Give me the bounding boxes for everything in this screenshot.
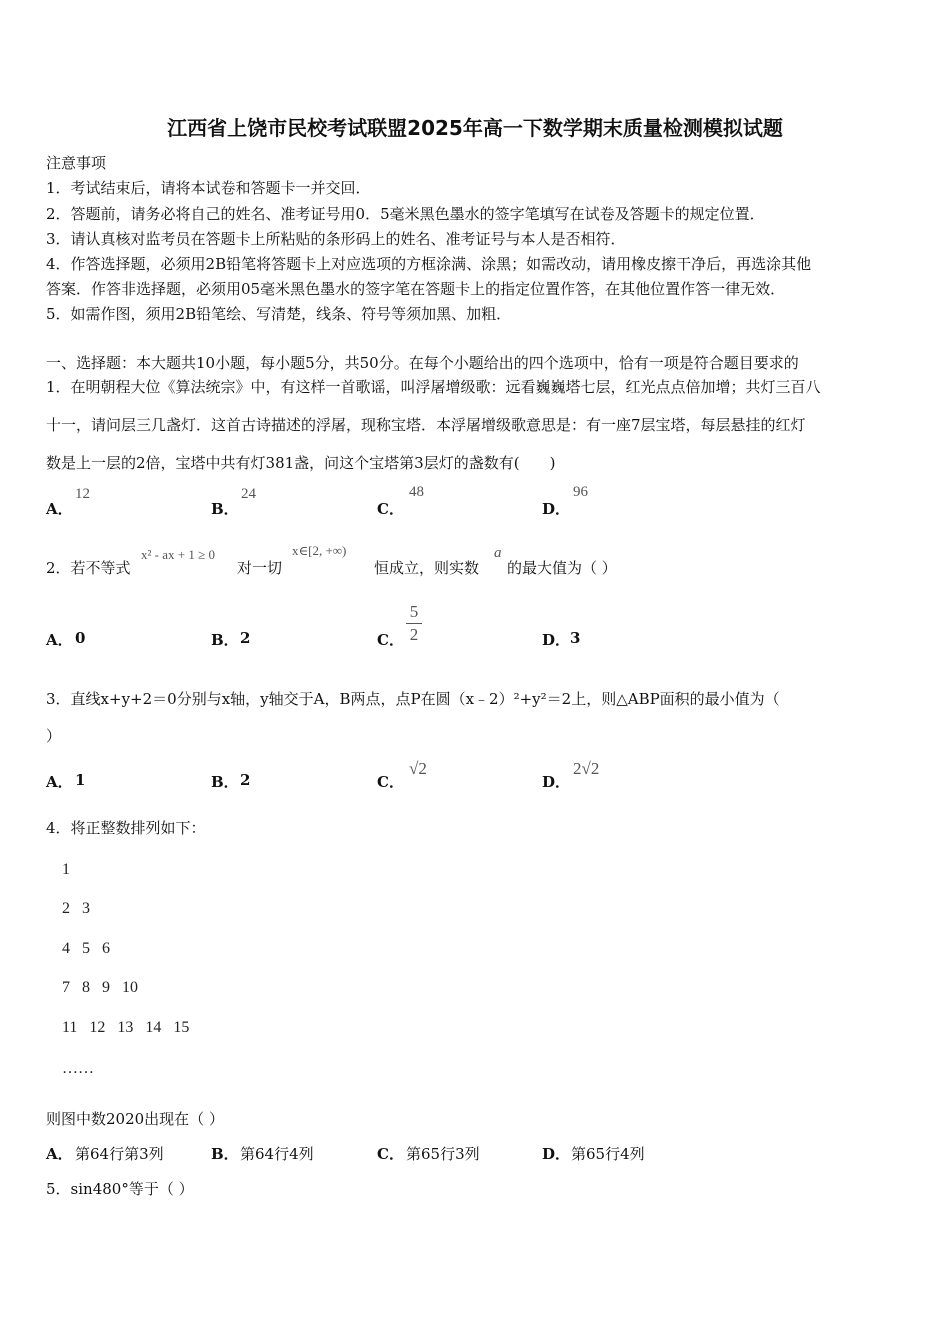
q1-option-d-value: 96 xyxy=(573,484,588,500)
q3-option-b-value: 2 xyxy=(240,771,251,789)
fraction-denominator: 2 xyxy=(409,625,419,644)
q2-var: a xyxy=(494,545,502,561)
q2-option-a-label: A． xyxy=(46,631,73,649)
q4-number-row: 11 12 13 14 15 xyxy=(62,1019,190,1036)
notice-line: 1．考试结束后，请将本试卷和答题卡一并交回． xyxy=(46,179,371,197)
q4-option-d-label: D． xyxy=(542,1145,571,1163)
q2-suffix1: 恒成立，则实数 xyxy=(374,559,480,577)
q2-option-d-label: D． xyxy=(542,631,571,649)
q1-text-line: 十一，请问层三几盏灯．这首古诗描述的浮屠，现称宝塔．本浮屠增级歌意思是：有一座7层宝塔，每层悬挂的红灯 xyxy=(46,416,806,434)
q1-option-c-label: C． xyxy=(377,500,404,518)
q4-number-row: 1 xyxy=(62,861,70,878)
q4-number-row: 2 3 xyxy=(62,900,90,917)
q1-option-a-label: A． xyxy=(46,500,73,518)
q1-text-line: 数是上一层的2倍，宝塔中共有灯381盏，问这个宝塔第3层灯的盏数有( ) xyxy=(46,454,556,472)
q3-option-a-label: A． xyxy=(46,773,73,791)
q3-text-line: ） xyxy=(46,727,62,745)
notice-line: 4．作答选择题，必须用2B铅笔将答题卡上对应选项的方框涂满、涂黑；如需改动，请用橡皮擦干净后，再选涂其他 xyxy=(46,255,812,273)
q2-option-c-fraction xyxy=(406,603,422,644)
q3-option-d-value: 2√2 xyxy=(573,759,600,778)
q4-option-b-label: B． xyxy=(211,1145,239,1163)
q4-option-a-label: A． xyxy=(46,1145,73,1163)
q3-option-c-label: C． xyxy=(377,773,404,791)
q3-option-c-value: √2 xyxy=(409,759,427,778)
q5-text-line: 5．sin480°等于（ ） xyxy=(46,1180,194,1198)
q4-option-c-label: C． xyxy=(377,1145,404,1163)
q1-text-line: 1．在明朝程大位《算法统宗》中，有这样一首歌谣，叫浮屠增级歌：远看巍巍塔七层，红光点点倍加增；共灯三百八 xyxy=(46,378,821,396)
notice-line: 答案．作答非选择题，必须用05毫米黑色墨水的签字笔在答题卡上的指定位置作答，在其他位置作答一律无效． xyxy=(46,280,786,298)
notice-line: 3．请认真核对监考员在答题卡上所粘贴的条形码上的姓名、准考证号与本人是否相符． xyxy=(46,230,626,248)
q1-option-d-label: D． xyxy=(542,500,571,518)
q3-option-b-label: B． xyxy=(211,773,239,791)
q3-option-a-value: 1 xyxy=(75,771,86,789)
notice-line: 2．答题前，请务必将自己的姓名、准考证号用0．5毫米黑色墨水的签字笔填写在试卷及答题卡的规定位置． xyxy=(46,205,765,223)
fraction-bar xyxy=(406,623,422,624)
q2-option-d-value: 3 xyxy=(570,629,581,647)
q4-question: 则图中数2020出现在（ ） xyxy=(46,1110,224,1128)
q2-option-c-label: C． xyxy=(377,631,404,649)
q2-suffix2: 的最大值为（ ） xyxy=(507,559,617,577)
q2-inequality: x² - ax + 1 ≥ 0 xyxy=(141,547,215,562)
q4-option-c-value: 第65行3列 xyxy=(406,1145,480,1163)
q2-prefix: 2．若不等式 xyxy=(46,559,131,577)
notice-heading: 注意事项 xyxy=(46,154,107,172)
q2-option-a-value: 0 xyxy=(75,629,86,647)
q4-intro: 4．将正整数排列如下： xyxy=(46,819,206,837)
q1-option-c-value: 48 xyxy=(409,484,424,500)
q4-option-b-value: 第64行4列 xyxy=(240,1145,314,1163)
section-heading: 一、选择题：本大题共10小题，每小题5分，共50分。在每个小题给出的四个选项中，恰有一项是符合题目要求的 xyxy=(46,354,799,372)
notice-line: 5．如需作图，须用2B铅笔绘、写清楚，线条、符号等须加黑、加粗． xyxy=(46,305,512,323)
q4-number-row: …… xyxy=(62,1060,94,1077)
q4-number-row: 7 8 9 10 xyxy=(62,979,138,996)
q1-option-a-value: 12 xyxy=(75,486,90,502)
q3-option-d-label: D． xyxy=(542,773,571,791)
q3-text-line: 3．直线x+y+2＝0分别与x轴，y轴交于A，B两点，点P在圆（x﹣2）²+y²＝2上，则△ABP面积的最小值为（ xyxy=(46,690,780,708)
q2-option-b-value: 2 xyxy=(240,629,251,647)
q4-option-d-value: 第65行4列 xyxy=(571,1145,645,1163)
fraction-numerator: 5 xyxy=(409,602,419,621)
page-title: 江西省上饶市民校考试联盟2025年高一下数学期末质量检测模拟试题 xyxy=(167,116,783,140)
q2-mid: 对一切 xyxy=(237,559,283,577)
q1-option-b-value: 24 xyxy=(241,486,256,502)
q2-domain: x∈[2, +∞) xyxy=(292,543,347,558)
q4-option-a-value: 第64行第3列 xyxy=(75,1145,164,1163)
q4-number-row: 4 5 6 xyxy=(62,940,110,957)
q1-option-b-label: B． xyxy=(211,500,239,518)
q2-option-b-label: B． xyxy=(211,631,239,649)
